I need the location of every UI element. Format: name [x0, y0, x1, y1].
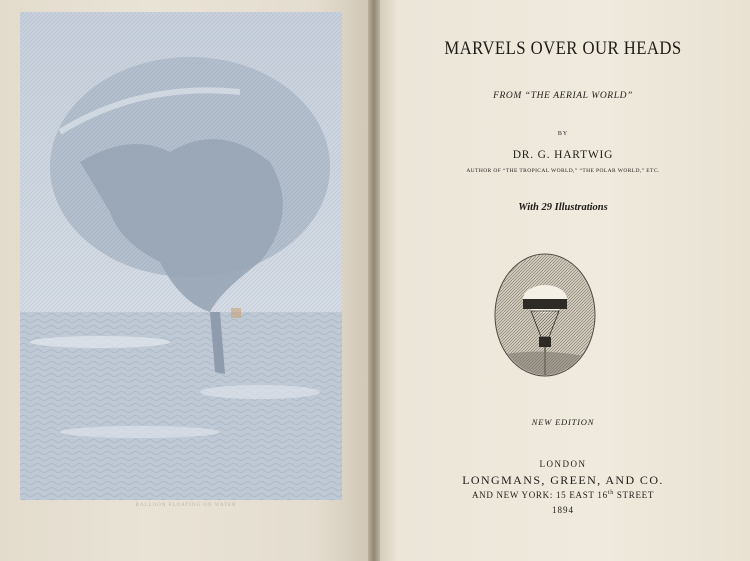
address-street: STREET — [613, 490, 655, 500]
address-main: AND NEW YORK: 15 EAST 16 — [471, 490, 608, 500]
publisher-name: LONGMANS, GREEN, AND CO. — [462, 473, 664, 487]
publisher-city: LONDON — [539, 459, 587, 469]
book-subtitle: FROM “THE AERIAL WORLD” — [493, 91, 633, 101]
publisher-address — [376, 490, 750, 500]
plate-caption: BALLOON FLOATING ON WATER — [135, 503, 237, 508]
book-title: MARVELS OVER OUR HEADS — [444, 38, 682, 59]
address-ordinal: th — [607, 490, 614, 496]
author-credits: AUTHOR OF “THE TROPICAL WORLD,” “THE POLAR WORLD,” ETC. — [466, 168, 660, 174]
balloon-engraving — [20, 12, 342, 500]
illustrations-note: With 29 Illustrations — [518, 202, 608, 213]
frontispiece-plate — [20, 12, 342, 500]
author-name: DR. G. HARTWIG — [512, 149, 614, 161]
publication-year: 1894 — [552, 505, 574, 515]
by-line: BY — [557, 131, 569, 137]
balloon-vignette — [493, 251, 597, 385]
edition-label: NEW EDITION — [531, 417, 595, 427]
